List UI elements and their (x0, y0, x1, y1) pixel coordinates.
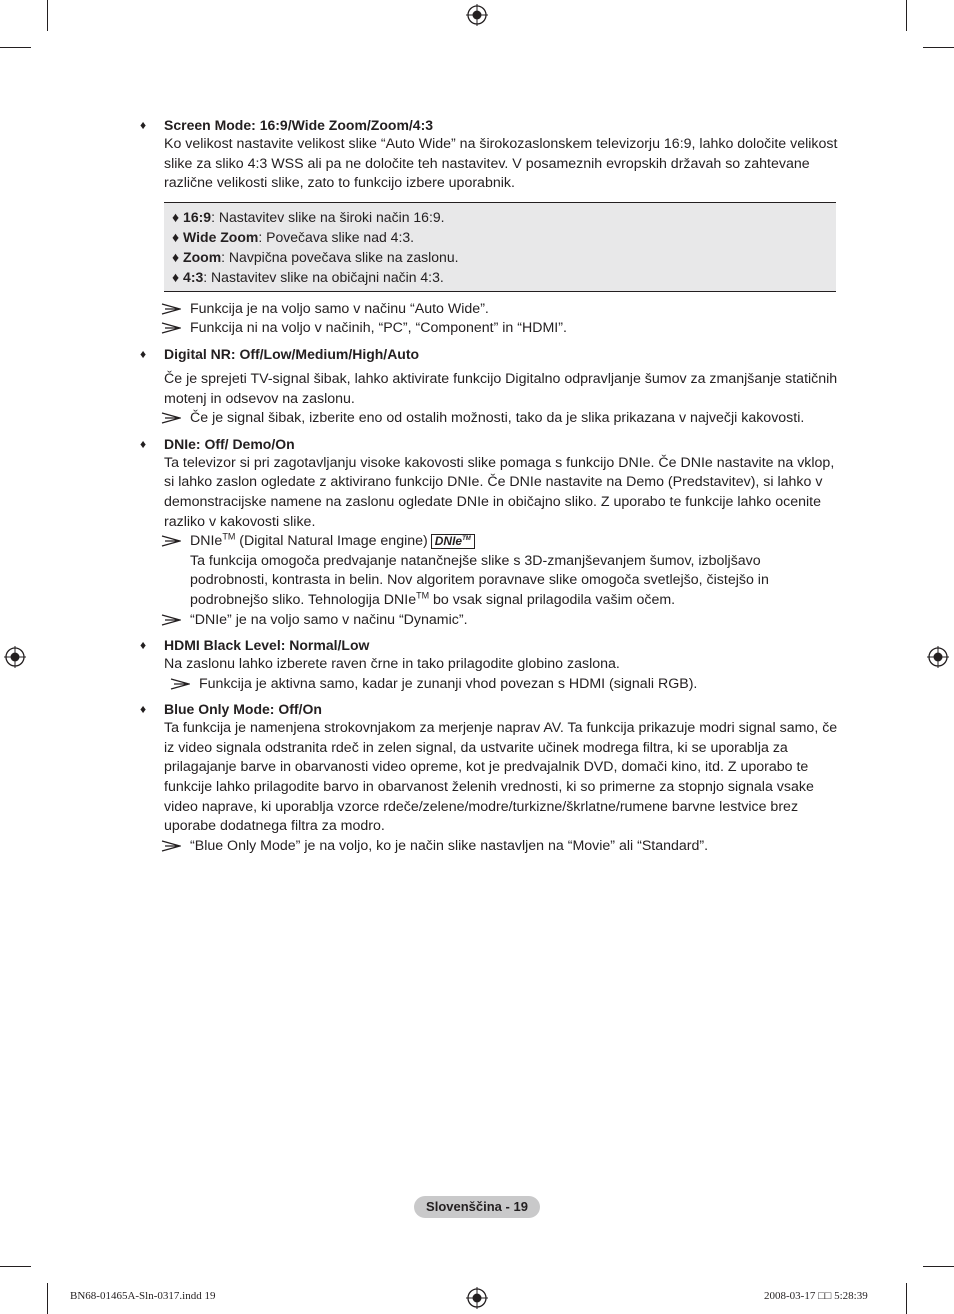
note (140, 532, 840, 610)
option-item: ♦ Zoom: Navpična povečava slike na zaslonu. (172, 248, 459, 265)
section-title: Screen Mode: 16:9/Wide Zoom/Zoom/4:3 (164, 117, 434, 133)
options-box (164, 202, 836, 292)
option-desc: : Povečava slike nad 4:3. (258, 228, 415, 245)
diamond-bullet-icon: ♦ (140, 638, 147, 653)
note-text: “Blue Only Mode” je na voljo, ko je način slike nastavljen na “Movie” ali “Standard”. (190, 837, 709, 854)
crop-mark (47, 0, 48, 31)
dnie-heading (190, 532, 840, 552)
registration-mark-icon (466, 1287, 488, 1309)
dnie-logo-text: DNIe (434, 533, 463, 548)
dnie-logo (431, 534, 475, 549)
crop-mark (47, 1283, 48, 1314)
option-desc: : Navpična povečava slike na zaslonu. (221, 248, 459, 265)
option-term: 4:3 (183, 268, 204, 285)
note-text: Če je signal šibak, izberite eno od ostalih možnosti, tako da je slika prikazana v največji kakovosti. (190, 410, 805, 427)
section-heading (140, 116, 840, 135)
note (140, 611, 840, 631)
section-heading (140, 636, 840, 655)
option-desc: : Nastavitev slike na široki način 16:9. (211, 208, 445, 225)
crop-mark (0, 1266, 31, 1267)
note-arrow-icon (161, 535, 181, 547)
section-body: Ta televizor si pri zagotavljanju visoke kakovosti slike pomaga s funkcijo DNIe. Če DNIe nastavite na vklop, si lahko zaslon ogledate z aktivirano funkcijo DNIe. Če DNIe nastavite na Demo (Predstavitev), si lahko v demonstracijske namene na zaslonu ogledate DNIe in običajno sliko. Z uporabo te funkcije lahko ocenite razliko v kakovosti slike. (164, 454, 835, 530)
section-title: DNIe: Off/ Demo/On (164, 435, 295, 452)
note (140, 319, 840, 339)
note (140, 300, 840, 320)
section-heading (140, 345, 840, 364)
note-text: “DNIe” je na voljo samo v načinu “Dynamic”. (190, 611, 468, 628)
crop-mark (923, 1266, 954, 1267)
note-arrow-icon (161, 322, 181, 334)
diamond-bullet-icon: ♦ (140, 436, 147, 451)
section-heading (140, 435, 840, 454)
registration-mark-icon (4, 646, 26, 668)
note-arrow-icon (161, 412, 181, 424)
diamond-bullet-icon: ♦ (140, 702, 147, 717)
section-body: Če je sprejeti TV-signal šibak, lahko aktivirate funkcijo Digitalno odpravljanje šumov za zmanjšanje statičnih motenj in odsevov na zaslonu. (164, 370, 838, 407)
section-body: Na zaslonu lahko izberete raven črne in tako prilagodite globino zaslona. (164, 656, 620, 673)
crop-mark (0, 47, 31, 48)
section-title: Blue Only Mode: Off/On (164, 701, 322, 718)
note (140, 409, 840, 429)
section-body: Ko velikost nastavite velikost slike “Auto Wide” na širokozaslonskem televizorju 16:9, lahko določite velikost slike za sliko 4:3 WSS ali pa ne določite teh nastavitev. V posameznih evropskih državah so zahtevane različne velikosti slike, zato to funkcijo izbere uporabnik. (164, 136, 838, 192)
note (140, 675, 840, 695)
section-screen-mode (140, 116, 840, 339)
note-text: Funkcija je aktivna samo, kadar je zunanji vhod povezan s HDMI (signali RGB). (199, 675, 698, 692)
section-title: HDMI Black Level: Normal/Low (164, 637, 370, 654)
footer-file: BN68-01465A-Sln-0317.indd 19 (70, 1290, 216, 1302)
note-text: Funkcija ni na voljo v načinih, “PC”, “Component” in “HDMI”. (190, 320, 567, 337)
footer-date: 2008-03-17 □□ 5:28:39 (764, 1290, 868, 1302)
section-body: Ta funkcija je namenjena strokovnjakom za merjenje naprav AV. Ta funkcija prikazuje modri signal samo, če iz video signala odstranita rdeč in zelen signal, da ustvarite učinek modrega filtra, ki se uporablja za prilagajanje barve in obarvanosti video opreme, kot je predvajalnik DVD, domači kino, itd. Z uporabo te funkcije lahko prilagodite barvo in obarvanost želenih vrednosti, ki so primerne za stopnjo signala vsake video naprave, ki uporablja vzorce rdeče/zelene/modre/turkizne/škrlatne/rumene barvne lestvice brez uporabe dodatnega filtra za modro. (164, 720, 838, 835)
crop-mark (906, 0, 907, 31)
option-item: ♦ 16:9: Nastavitev slike na široki način 16:9. (172, 208, 445, 225)
dnie-engine: (Digital Natural Image engine) (235, 533, 428, 550)
option-term: Wide Zoom (183, 228, 259, 245)
registration-mark-icon (466, 4, 488, 26)
diamond-bullet-icon: ♦ (140, 118, 147, 132)
note (140, 837, 840, 857)
option-item: ♦ Wide Zoom: Povečava slike nad 4:3. (172, 228, 415, 245)
note-arrow-icon (161, 303, 181, 315)
dnie-name: DNIe (190, 533, 223, 550)
option-item: ♦ 4:3: Nastavitev slike na običajni način 4:3. (172, 268, 444, 285)
page-content (140, 116, 840, 856)
option-term: Zoom (183, 248, 222, 265)
dnie-logo-tm: TM (462, 535, 471, 542)
dnie-description (190, 552, 840, 611)
dnie-desc-b: bo vsak signal prilagodila vašim očem. (429, 591, 676, 608)
note-arrow-icon (161, 840, 181, 852)
trademark-sup: TM (416, 590, 430, 601)
section-hdmi-black-level (140, 636, 840, 694)
registration-mark-icon (927, 646, 949, 668)
section-title: Digital NR: Off/Low/Medium/High/Auto (164, 345, 420, 362)
trademark-sup: TM (222, 531, 236, 542)
dnie-desc-a: Ta funkcija omogoča predvajanje natančnejše slike s 3D-zmanjševanjem šumov, izboljšavo podrobnosti, kontrasta in belin. Nov algoritem poravnave slike omogoča svetlejšo, čistejšo in podrobnejšo sliko. Tehnologija DNIe (190, 552, 769, 608)
crop-mark (923, 47, 954, 48)
crop-mark (906, 1283, 907, 1314)
note-arrow-icon (170, 678, 190, 690)
page-number-badge: Slovenščina - 19 (414, 1196, 540, 1218)
option-term: 16:9 (183, 208, 212, 225)
section-blue-only-mode (140, 700, 840, 856)
section-dnie (140, 435, 840, 630)
option-desc: : Nastavitev slike na običajni način 4:3. (203, 268, 444, 285)
section-digital-nr (140, 345, 840, 429)
section-heading (140, 700, 840, 719)
note-arrow-icon (161, 614, 181, 626)
diamond-bullet-icon: ♦ (140, 346, 147, 361)
note-text: Funkcija je na voljo samo v načinu “Auto Wide”. (190, 300, 489, 317)
